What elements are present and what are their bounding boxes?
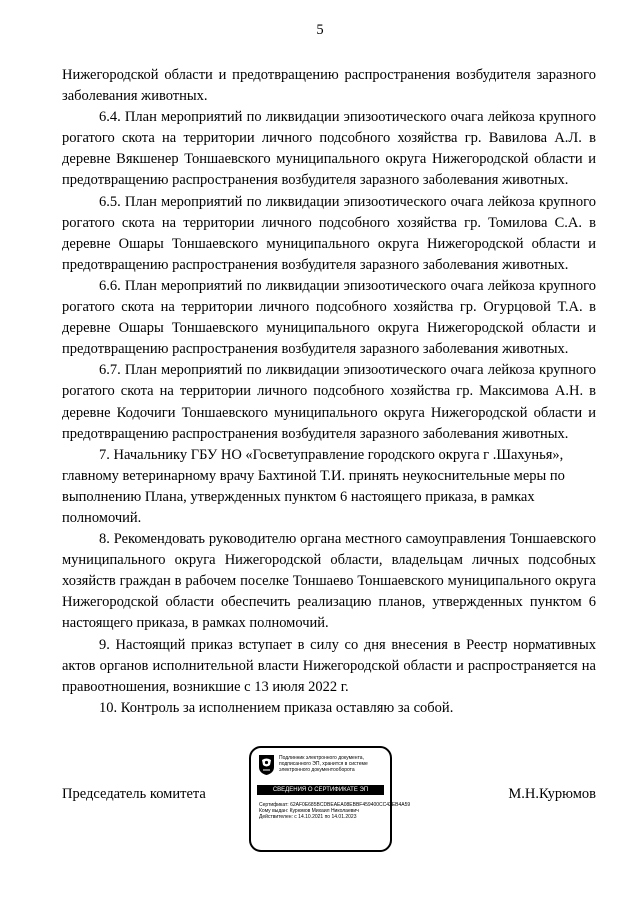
signatory-title: Председатель комитета [62,786,206,802]
paragraph-continuation: Нижегородской области и предотвращению распространения возбудителя заразного заболевания животных. [62,67,596,105]
certificate-details [259,802,411,820]
paragraph-6-7: 6.7. План мероприятий по ликвидации эпизоотического очага лейкоза крупного рогатого скота на территории личного подсобного хозяйства гр. Максимова А.Н. в деревне Кодочиги Тоншаевского муниципального округа Нижегородской области и предотвращению распространения возбудителя заразного заболевания животных. [62,362,596,442]
paragraph-6-6: 6.6. План мероприятий по ликвидации эпизоотического очага лейкоза крупного рогатого скота на территории личного подсобного хозяйства гр. Огурцовой Т.А. в деревне Ошары Тоншаевского муниципального округа Нижегородской области и предотвращению распространения возбудителя заразного заболевания животных. [62,277,596,358]
document-body [62,65,596,719]
paragraph-10: 10. Контроль за исполнением приказа оставляю за собой. [99,699,454,716]
certificate-validity: Действителен: с 14.10.2021 по 14.01.2023 [259,814,357,820]
paragraph-6-5: 6.5. План мероприятий по ликвидации эпизоотического очага лейкоза крупного рогатого скота на территории личного подсобного хозяйства гр. Томилова С.А. в деревне Ошары Тоншаевского муниципального округа Нижегородской области и предотвращению распространения возбудителя заразного заболевания животных. [62,193,596,273]
signatory-name: М.Н.Курюмов [508,786,596,802]
page-number: 5 [316,22,324,38]
coat-of-arms-icon [258,754,275,776]
paragraph-6-4: 6.4. План мероприятий по ликвидации эпизоотического очага лейкоза крупного рогатого скота на территории личного подсобного хозяйства гр. Вавилова А.Л. в деревне Вякшенер Тоншаевского муниципального округа Нижегородской области и предотвращению распространения возбудителя заразного заболевания животных. [62,109,596,189]
stamp-note: Подлинник электронного документа, подписанного ЭП, хранится в системе электронного документооборота [279,755,368,773]
paragraph-7: 7. Начальнику ГБУ НО «Госветуправление городского округа г .Шахунья», главному ветеринарному врачу Бахтиной Т.И. принять неукоснительные меры по выполнению Плана, утвержденных пунктом 6 настоящего приказа, в рамках полномочий. [62,446,565,526]
paragraph-9: 9. Настоящий приказ вступает в силу со дня внесения в Реестр нормативных актов органов исполнительной власти Нижегородской области и распространяется на правоотношения, возникшие с 13 июля 2022 г. [62,636,596,695]
electronic-signature-stamp [249,746,411,852]
stamp-header: СВЕДЕНИЯ О СЕРТИФИКАТЕ ЭП [257,785,384,795]
certificate-owner: Кому выдан: Курюмов Михаил Николаевич [259,808,359,814]
paragraph-8: 8. Рекомендовать руководителю органа местного самоуправления Тоншаевского муниципального округа Нижегородской области, владельцам личных подсобных хозяйств граждан в рабочем поселке Тоншаево Тоншаевского муниципального округа Нижегородской области обеспечить реализацию планов, утвержденных пунктом 6 настоящего приказа, в рамках полномочий. [62,531,596,632]
certificate-serial: Сертификат: 62AF0E685BCDBEAEA08EBBF459400CC42EB4A59 [259,802,411,808]
